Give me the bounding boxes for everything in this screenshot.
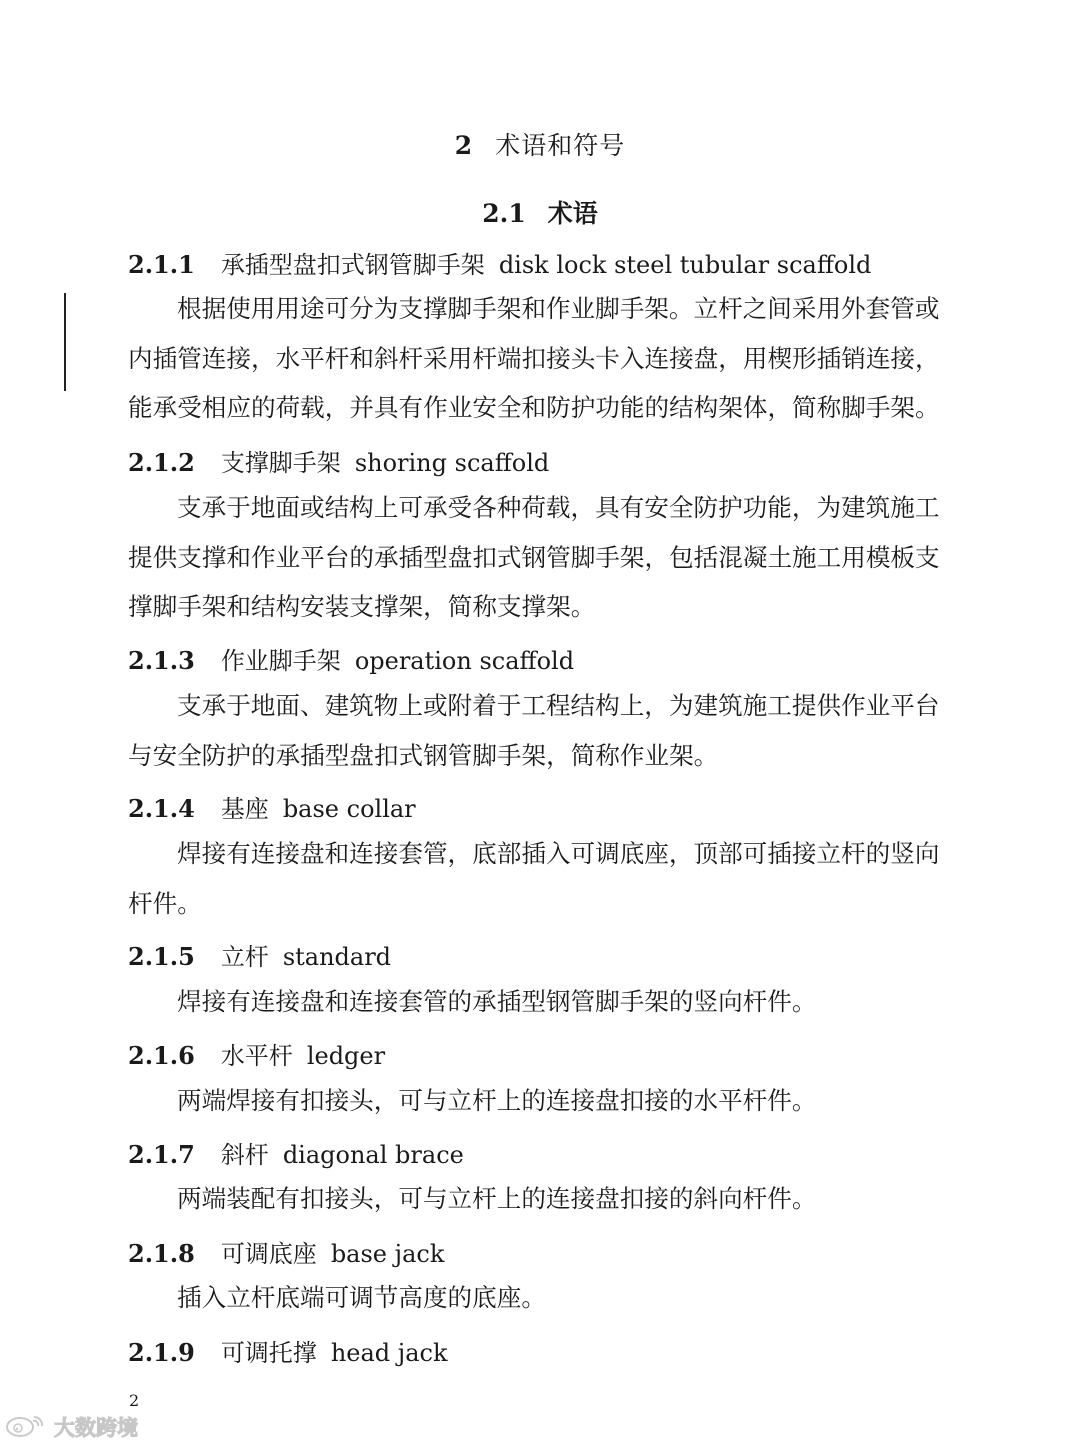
weibo-logo-icon (4, 1411, 50, 1443)
term-number: 2.1.3 (128, 646, 195, 675)
term-english: ledger (306, 1042, 386, 1070)
term-definition-2-1-8: 插入立杆底端可调节高度的底座。 (177, 1283, 546, 1312)
term-english: diagonal brace (282, 1141, 464, 1169)
term-english: operation scaffold (354, 647, 575, 675)
term-definition-2-1-1: 根据使用用途可分为支撑脚手架和作业脚手架。立杆之间采用外套管或内插管连接，水平杆和斜杆采用杆端扣接头卡入连接盘，用楔形插销连接，能承受相应的荷载，并具有作业安全和防护功能的结构架体，简称脚手架。 (128, 294, 940, 422)
chapter-title (0, 126, 1080, 162)
term-heading-2-1-9 (128, 1333, 448, 1368)
term-english: shoring scaffold (354, 449, 550, 477)
watermark-text: 大数跨境 (54, 1416, 138, 1440)
term-definition-2-1-3: 支承于地面、建筑物上或附着于工程结构上，为建筑施工提供作业平台与安全防护的承插型盘扣式钢管脚手架，简称作业架。 (128, 691, 940, 770)
section-title (0, 194, 1080, 230)
term-definition-2-1-5: 焊接有连接盘和连接套管的承插型钢管脚手架的竖向杆件。 (177, 987, 817, 1016)
term-number: 2.1.5 (128, 942, 195, 971)
term-chinese: 立杆 (220, 943, 269, 971)
term-heading-2-1-3 (128, 641, 574, 676)
term-chinese: 斜杆 (220, 1141, 269, 1169)
term-heading-2-1-7 (128, 1135, 464, 1170)
term-english: base collar (282, 795, 416, 823)
term-definition-2-1-6: 两端焊接有扣接头，可与立杆上的连接盘扣接的水平杆件。 (177, 1086, 817, 1115)
chapter-number: 2 (454, 131, 474, 160)
term-chinese: 支撑脚手架 (220, 449, 341, 477)
term-heading-2-1-5 (128, 937, 391, 972)
term-heading-2-1-2 (128, 443, 549, 478)
term-definition-2-1-4: 焊接有连接盘和连接套管，底部插入可调底座，顶部可插接立杆的竖向杆件。 (128, 839, 940, 918)
section-title-text: 术语 (547, 199, 598, 228)
term-english: standard (282, 943, 392, 971)
term-number: 2.1.1 (128, 250, 195, 279)
term-number: 2.1.8 (128, 1239, 195, 1268)
term-chinese: 作业脚手架 (220, 647, 341, 675)
term-english: head jack (330, 1339, 448, 1367)
term-number: 2.1.7 (128, 1140, 195, 1169)
term-chinese: 可调底座 (220, 1240, 317, 1268)
term-definition-2-1-7: 两端装配有扣接头，可与立杆上的连接盘扣接的斜向杆件。 (177, 1184, 817, 1213)
term-number: 2.1.6 (128, 1041, 195, 1070)
term-number: 2.1.2 (128, 448, 195, 477)
section-number: 2.1 (482, 199, 526, 228)
revision-change-bar (64, 293, 66, 391)
chapter-title-text: 术语和符号 (495, 131, 626, 160)
term-heading-2-1-6 (128, 1036, 385, 1071)
term-number: 2.1.4 (128, 794, 195, 823)
watermark (4, 1412, 138, 1442)
term-number: 2.1.9 (128, 1338, 195, 1367)
term-chinese: 基座 (220, 795, 269, 823)
term-chinese: 承插型盘扣式钢管脚手架 (220, 251, 485, 279)
term-chinese: 可调托撑 (220, 1339, 317, 1367)
term-chinese: 水平杆 (220, 1042, 293, 1070)
term-english: disk lock steel tubular scaffold (498, 251, 872, 279)
page-number: 2 (129, 1391, 140, 1410)
term-english: base jack (330, 1240, 445, 1268)
term-heading-2-1-8 (128, 1234, 444, 1269)
term-heading-2-1-1 (128, 245, 871, 280)
term-heading-2-1-4 (128, 789, 416, 824)
term-definition-2-1-2: 支承于地面或结构上可承受各种荷载，具有安全防护功能，为建筑施工提供支撑和作业平台的承插型盘扣式钢管脚手架，包括混凝土施工用模板支撑脚手架和结构安装支撑架，简称支撑架。 (128, 493, 940, 621)
